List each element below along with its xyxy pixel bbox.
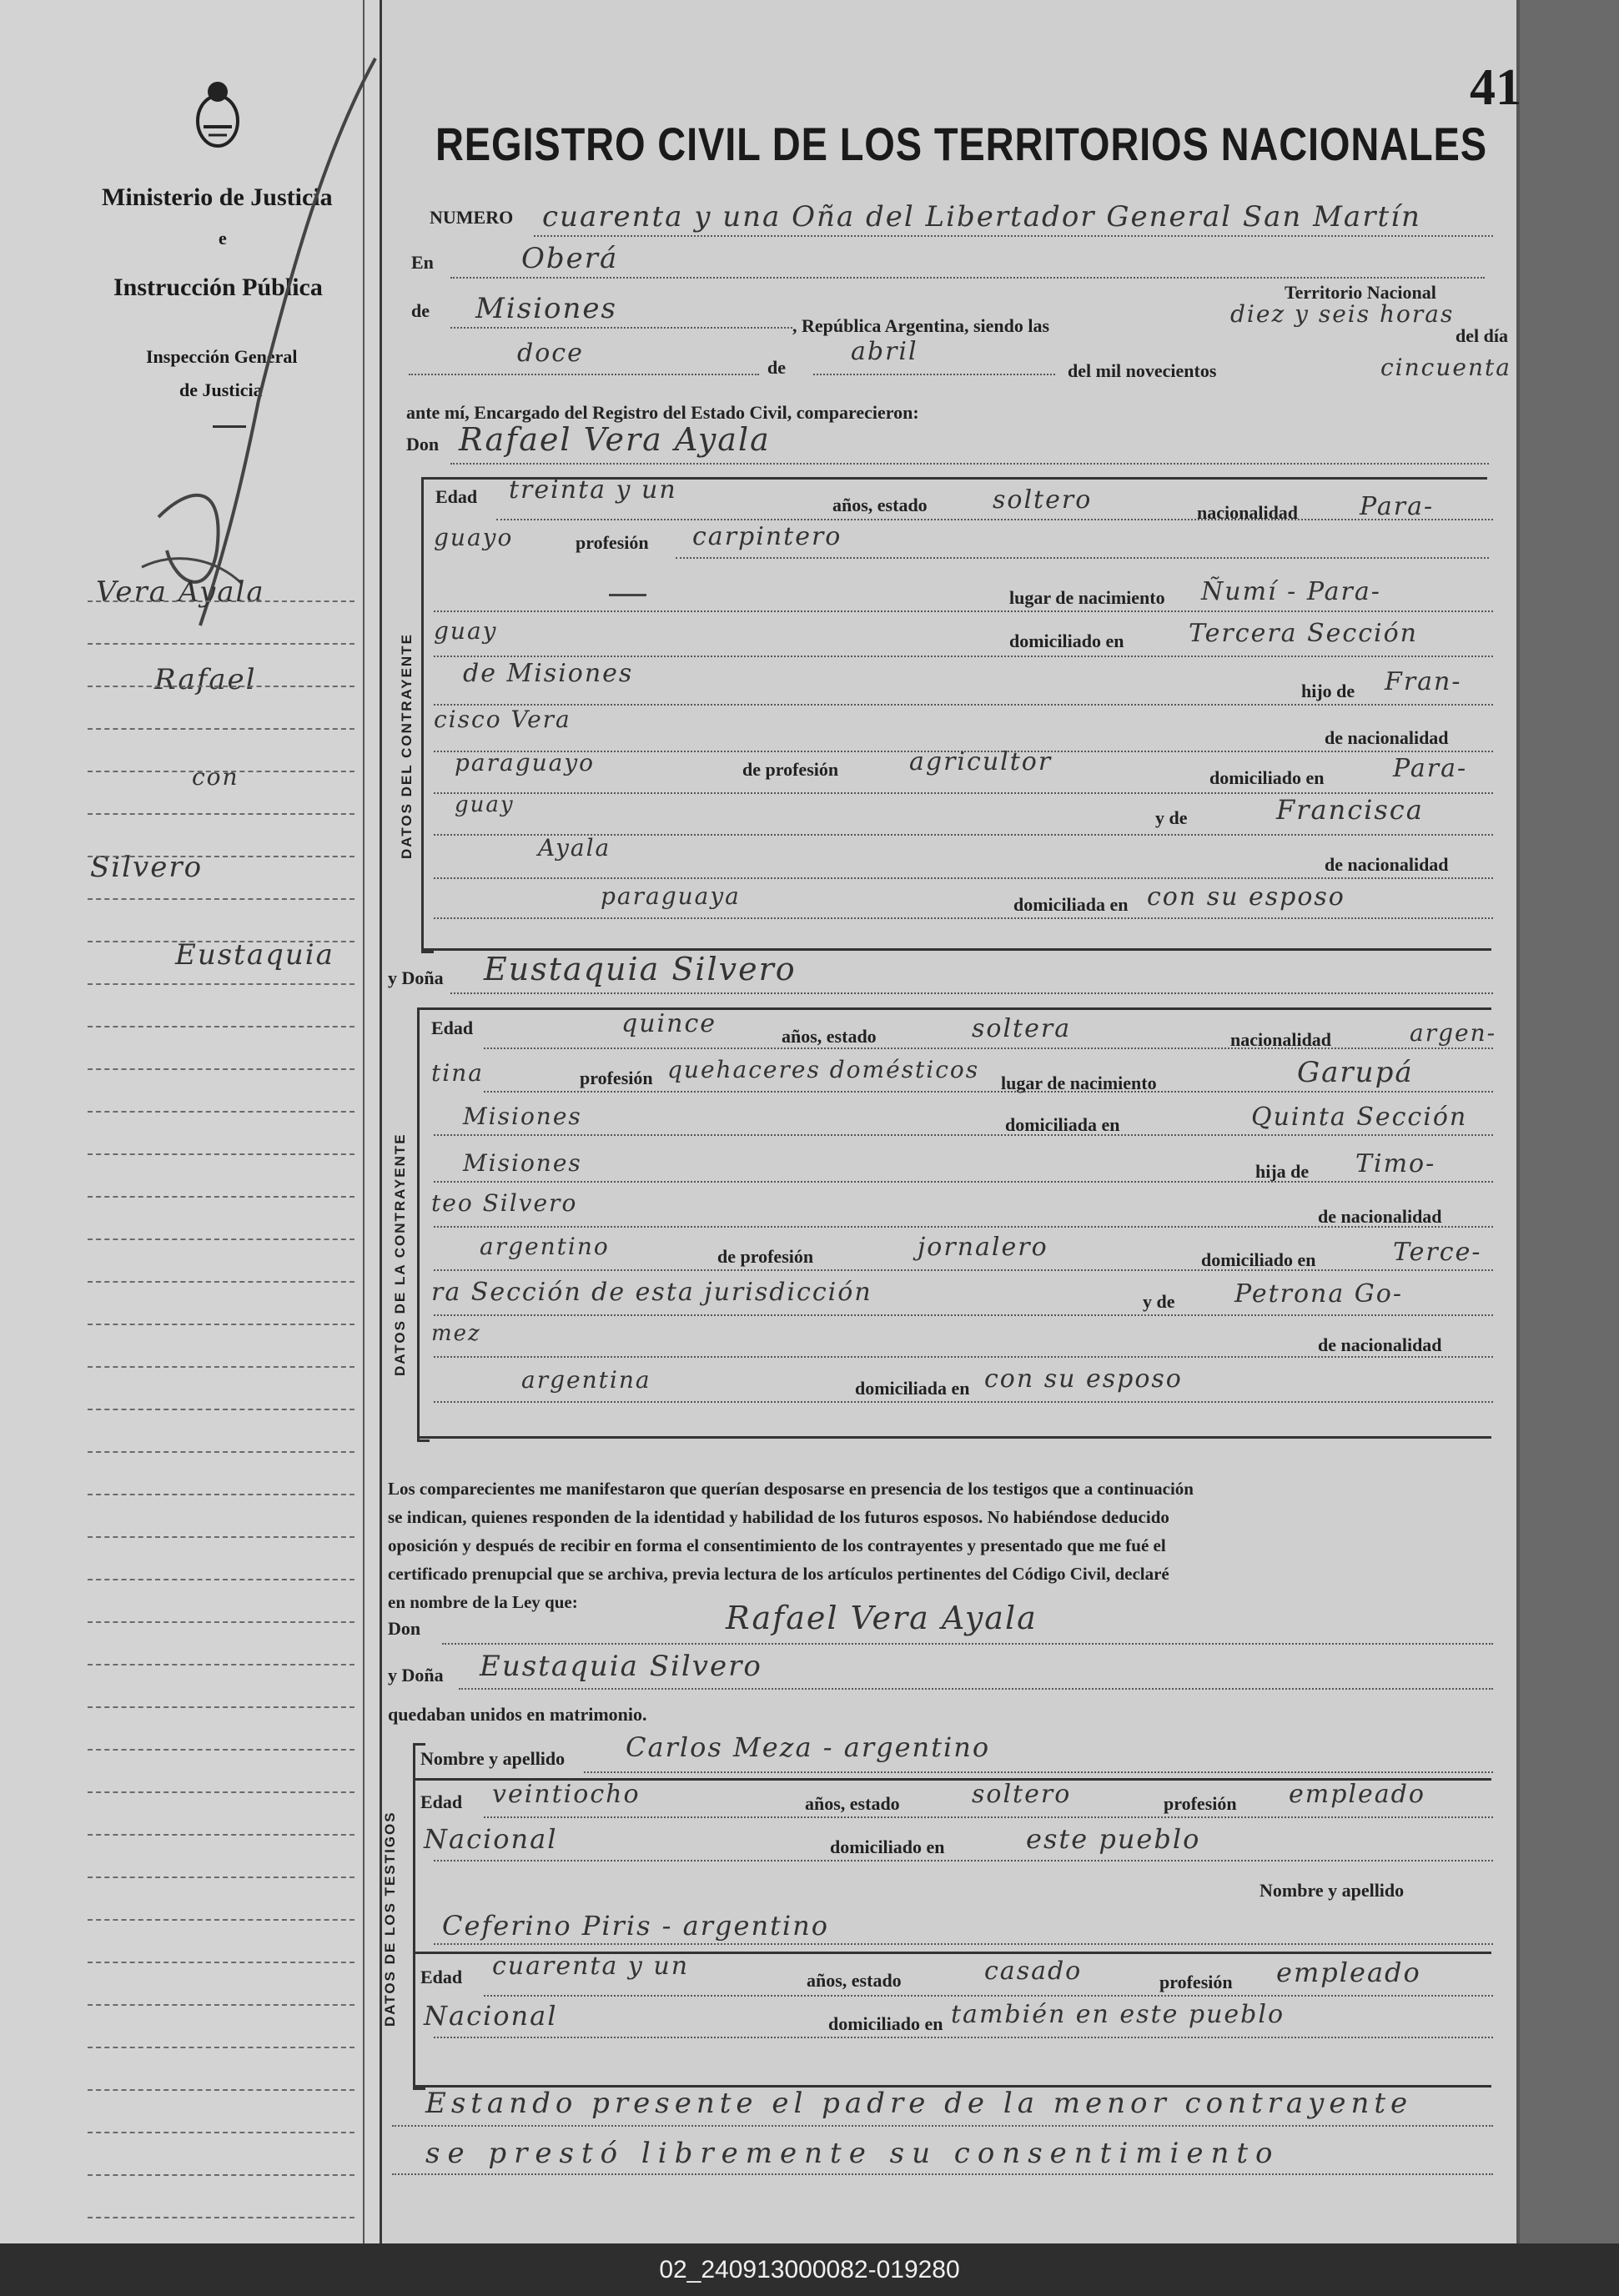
contrayente-side-label: DATOS DEL CONTRAYENTE	[399, 633, 415, 859]
f-padre-dom-value: Terce-	[1393, 1238, 1482, 1267]
c-de-profesion-label: de profesión	[742, 759, 839, 780]
c-padre-dom-value2: guay	[455, 792, 515, 817]
ministry-line1: Ministerio de Justicia	[102, 183, 333, 211]
c-row9-line	[434, 877, 1493, 879]
f-padre-value: Timo-	[1355, 1149, 1436, 1178]
en-value: Oberá	[521, 242, 619, 275]
margin-rule-line	[88, 941, 354, 942]
ministry-e: e	[219, 228, 227, 249]
margin-rule-line	[88, 1919, 354, 1921]
c-madre-nac-value: paraguaya	[601, 882, 741, 910]
f-edad-value: quince	[621, 1009, 716, 1038]
f-nacionalidad-label: nacionalidad	[1230, 1029, 1332, 1050]
t2-row1-line	[484, 1995, 1493, 1997]
t1-domiciliado-label: domiciliado en	[830, 1836, 945, 1857]
dia-line	[409, 374, 759, 375]
ante-label: ante mí, Encargado del Registro del Estado Civil, comparecieron:	[406, 402, 919, 423]
y-dona-line	[450, 992, 1493, 994]
margin-rule-line	[88, 983, 354, 985]
margin-rule-line	[88, 600, 354, 602]
margin-rule-line	[88, 771, 354, 772]
f-anios-label: años, estado	[782, 1026, 877, 1047]
margin-note-con: con	[192, 763, 239, 791]
t2-nombre-label: Nombre y apellido	[1260, 1880, 1405, 1901]
margin-rule-line	[88, 1834, 354, 1836]
f-row4-line	[434, 1181, 1493, 1183]
f-de-profesion-label: de profesión	[717, 1246, 814, 1267]
t2-profesion-label: profesión	[1159, 1972, 1233, 1992]
f-de-nacionalidad2-label: de nacionalidad	[1318, 1334, 1442, 1355]
c-padre-prof-value: agricultor	[909, 747, 1053, 776]
de-line	[450, 327, 792, 329]
c-domiciliado-label: domiciliado en	[1009, 631, 1124, 651]
t2-edad-value: cuarenta y un	[492, 1952, 690, 1981]
f-hija-label: hija de	[1255, 1161, 1310, 1182]
c-madre-dom-value: con su esposo	[1147, 882, 1345, 912]
f-domiciliada2-label: domiciliada en	[855, 1378, 970, 1399]
f-row9-line	[434, 1401, 1493, 1403]
t2-nombre-line	[434, 1943, 1493, 1945]
c-edad-value: treinta y un	[509, 475, 677, 505]
c-row5-line	[434, 704, 1493, 706]
f-domiciliado-en-label: domiciliado en	[1201, 1249, 1316, 1270]
nota-line2: se prestó libremente su consentimiento	[425, 2137, 1280, 2170]
margin-rule-line	[88, 1111, 354, 1113]
c-row3-line	[434, 610, 1493, 612]
margin-rule-line	[88, 1196, 354, 1198]
c-profesion-label: profesión	[576, 532, 649, 553]
f-lugar-label: lugar de nacimiento	[1001, 1073, 1157, 1093]
f-domiciliada-label: domiciliada en	[1005, 1114, 1120, 1135]
c-edad-label: Edad	[435, 486, 478, 507]
margin-rule-line	[88, 1238, 354, 1240]
f-de-nacionalidad-label: de nacionalidad	[1318, 1206, 1442, 1227]
inspeccion-line2: de Justicia	[179, 379, 263, 400]
margin-rule-line	[88, 1324, 354, 1325]
f-madre-nac-value: argentina	[521, 1366, 651, 1394]
margin-rule-line	[88, 1579, 354, 1580]
decl-don-label: Don	[388, 1618, 421, 1639]
c-y-de-label: y de	[1155, 807, 1188, 828]
de-value: Misiones	[475, 292, 617, 325]
don-label: Don	[406, 434, 440, 455]
decl-quedaban: quedaban unidos en matrimonio.	[388, 1704, 647, 1725]
c-estado-value: soltero	[993, 485, 1093, 515]
margin-rule-line	[88, 2089, 354, 2091]
dia-value: doce	[517, 339, 584, 368]
t2-estado-value: casado	[984, 1957, 1083, 1986]
f-padre-nac-value: argentino	[480, 1233, 610, 1260]
c-row1-line	[496, 519, 1493, 520]
declaracion-line5: en nombre de la Ley que:	[388, 1592, 578, 1612]
f-lugar-value2: Misiones	[463, 1103, 582, 1130]
c-de-nacionalidad-label: de nacionalidad	[1325, 727, 1449, 748]
contrayenta-bracket	[417, 1007, 430, 1442]
f-row7-line	[434, 1314, 1493, 1316]
t1-nombre-value: Carlos Meza - argentino	[626, 1731, 991, 1763]
declaracion-line4: certificado prenupcial que se archiva, previa lectura de los artículos pertinentes del Código Civil, declaré	[388, 1564, 1169, 1584]
decl-dona-value: Eustaquia Silvero	[480, 1650, 762, 1683]
margin-rule-line	[88, 1962, 354, 1963]
margin-rule-line	[88, 1706, 354, 1708]
en-line	[450, 277, 1485, 279]
f-madre-value2: mez	[431, 1321, 481, 1346]
margin-rule-line	[88, 1153, 354, 1155]
f-profesion-value: quehaceres domésticos	[667, 1056, 980, 1083]
f-lugar-value: Garupá	[1297, 1056, 1414, 1089]
f-edad-label: Edad	[431, 1017, 474, 1038]
f-row3-line	[434, 1134, 1493, 1136]
don-line	[450, 463, 1489, 465]
nota-line1: Estando presente el padre de la menor contrayente	[425, 2087, 1413, 2120]
don-value: Rafael Vera Ayala	[459, 421, 771, 458]
declaracion-line2: se indican, quienes responden de la identidad y habilidad de los futuros esposos. No habiéndose deducido	[388, 1507, 1169, 1527]
c-padre-value: Fran-	[1385, 667, 1462, 696]
contrayente-bracket	[421, 477, 434, 953]
y-dona-label: y Doña	[388, 967, 444, 988]
page-number: 41	[1470, 59, 1521, 116]
ministry-line2: Instrucción Pública	[113, 274, 323, 301]
anio-label: del mil novecientos	[1068, 360, 1217, 381]
declaracion-line3: oposición y después de recibir en forma el consentimiento de los contrayentes y presentado que me fué el	[388, 1535, 1166, 1555]
f-profesion-label: profesión	[580, 1068, 653, 1088]
c-dash	[609, 594, 646, 596]
c-lugar-value: Ñumí - Para-	[1201, 577, 1381, 606]
c-profesion-value: carpintero	[692, 522, 842, 551]
margin-rule-line	[88, 1749, 354, 1751]
c-domiciliado-en-label: domiciliado en	[1209, 767, 1325, 788]
c-padre-dom-value: Para-	[1393, 754, 1468, 783]
c-row2-line	[676, 557, 1489, 559]
territorio-label: Territorio Nacional	[1285, 282, 1436, 303]
nota-line2-rule	[392, 2173, 1493, 2175]
decl-dona-line	[459, 1688, 1493, 1690]
f-madre-value: Petrona Go-	[1234, 1279, 1403, 1309]
f-estado-value: soltera	[972, 1014, 1072, 1043]
inspeccion-line1: Inspección General	[146, 346, 298, 367]
margin-rule-line	[88, 1536, 354, 1538]
margin-rule-line	[88, 2004, 354, 2006]
margin-note-vera-ayala: Vera Ayala	[96, 575, 265, 609]
left-margin	[0, 0, 382, 2243]
mes-value: abril	[851, 337, 918, 366]
c-row4-line	[434, 656, 1493, 657]
numero-line	[534, 235, 1493, 237]
margin-rule-line	[88, 856, 354, 857]
c-nacionalidad-value: Para-	[1360, 492, 1435, 521]
decl-don-value: Rafael Vera Ayala	[726, 1600, 1038, 1636]
decl-don-line	[442, 1643, 1493, 1645]
margin-rule-line	[88, 1876, 354, 1878]
t1-profesion-label: profesión	[1164, 1793, 1237, 1814]
f-row5-line	[434, 1226, 1493, 1228]
t1-profesion-value: empleado	[1289, 1780, 1425, 1809]
margin-rule-line	[88, 2047, 354, 2048]
c-lugar-value2: guay	[434, 617, 498, 645]
anio-value: cincuenta	[1380, 354, 1511, 381]
c-de-nacionalidad2-label: de nacionalidad	[1325, 854, 1449, 875]
numero-value: cuarenta y una Oña del Libertador General San Martín	[542, 200, 1421, 234]
f-padre-value2: teo Silvero	[431, 1189, 578, 1217]
margin-rule-line	[88, 728, 354, 730]
c-anios-label: años, estado	[832, 495, 928, 515]
margin-rule-line	[88, 2132, 354, 2133]
f-y-de-label: y de	[1143, 1291, 1175, 1312]
margin-signature	[125, 50, 392, 634]
t1-anios-label: años, estado	[805, 1793, 900, 1814]
t2-domiciliado-label: domiciliado en	[828, 2013, 943, 2034]
t2-nombre-value: Ceferino Piris - argentino	[442, 1910, 830, 1942]
t1-nombre-label: Nombre y apellido	[420, 1748, 566, 1769]
margin-rule-line	[88, 1791, 354, 1793]
republica-label: , República Argentina, siendo las	[792, 315, 1050, 336]
f-nacionalidad-value: argen-	[1410, 1019, 1497, 1047]
c-nacionalidad-label: nacionalidad	[1197, 502, 1299, 523]
de-label: de	[411, 300, 430, 321]
decl-dona-label: y Doña	[388, 1665, 444, 1686]
f-domicilio-value2: Misiones	[463, 1149, 582, 1177]
f-row2-line	[484, 1091, 1493, 1093]
t1-edad-label: Edad	[420, 1791, 463, 1812]
hora-value: diez y seis horas	[1230, 300, 1455, 328]
contrayenta-side-label: DATOS DE LA CONTRAYENTE	[392, 1133, 408, 1376]
margin-rule-line	[88, 1494, 354, 1495]
margin-rule-line	[88, 1451, 354, 1453]
t2-anios-label: años, estado	[807, 1970, 902, 1991]
f-row1-line	[484, 1048, 1493, 1049]
t1-row1-line	[484, 1816, 1493, 1818]
de2-label: de	[767, 357, 786, 378]
f-nacionalidad-value2: tina	[431, 1059, 484, 1087]
f-row6-line	[434, 1269, 1493, 1271]
margin-note-silvero: Silvero	[90, 851, 204, 884]
mes-line	[813, 374, 1055, 375]
testigos-side-label: DATOS DE LOS TESTIGOS	[382, 1811, 398, 2027]
margin-rule-line	[88, 2217, 354, 2218]
margin-rule-line	[88, 643, 354, 645]
c-madre-value: Francisca	[1276, 794, 1424, 826]
margin-rule-line	[88, 1409, 354, 1410]
f-padre-dom-value2: ra Sección de esta jurisdicción	[431, 1278, 872, 1307]
del-dia-label: del día	[1456, 325, 1508, 346]
t1-domicilio-value: este pueblo	[1026, 1823, 1201, 1855]
margin-note-eustaquia: Eustaquia	[175, 938, 334, 972]
t1-edad-value: veintiocho	[492, 1780, 641, 1809]
en-label: En	[411, 252, 434, 273]
contrayenta-top-rule	[421, 1007, 1491, 1010]
margin-rule-line	[88, 686, 354, 687]
nota-line1-rule	[392, 2125, 1493, 2127]
margin-rule-line	[88, 1281, 354, 1283]
c-hijo-label: hijo de	[1301, 681, 1355, 701]
margin-rule-line	[88, 1068, 354, 1070]
y-dona-value: Eustaquia Silvero	[484, 951, 797, 987]
margin-rule-line	[88, 1026, 354, 1027]
t1-estado-value: soltero	[972, 1780, 1072, 1809]
t2-row2-line	[434, 2037, 1493, 2038]
numero-label: NUMERO	[430, 207, 514, 228]
c-lugar-label: lugar de nacimiento	[1009, 587, 1165, 608]
t2-domicilio-value: también en este pueblo	[951, 2000, 1285, 2029]
t2-edad-label: Edad	[420, 1967, 463, 1987]
declaracion-line1: Los comparecientes me manifestaron que querían desposarse en presencia de los testigos que a continuación	[388, 1479, 1194, 1499]
c-row10-line	[434, 917, 1493, 919]
c-domicilio-value2: de Misiones	[463, 659, 634, 688]
t2-profesion-value2: Nacional	[424, 2000, 558, 2032]
margin-note-rafael: Rafael	[154, 663, 257, 696]
c-domiciliada-label: domiciliada en	[1013, 894, 1129, 915]
contrayenta-bottom-rule	[417, 1436, 1491, 1439]
c-domicilio-value: Tercera Sección	[1189, 619, 1418, 648]
t1-nombre-line	[584, 1771, 1493, 1773]
t1-profesion-value2: Nacional	[424, 1823, 558, 1855]
c-nacionalidad-value2: guayo	[434, 524, 514, 551]
page-shadow	[1520, 0, 1619, 2243]
c-padre-nac-value: paraguayo	[455, 749, 596, 776]
margin-rule-line	[88, 1366, 354, 1368]
margin-rule-line	[88, 2174, 354, 2176]
margin-rule-line	[88, 1664, 354, 1665]
margin-rule-line	[88, 813, 354, 815]
f-domicilio-value: Quinta Sección	[1251, 1103, 1468, 1132]
margin-rule-line	[88, 898, 354, 900]
c-madre-value2: Ayala	[538, 834, 611, 862]
t2-profesion-value: empleado	[1276, 1957, 1421, 1988]
f-row8-line	[434, 1356, 1493, 1358]
file-id-footer: 02_240913000082-019280	[0, 2243, 1619, 2296]
f-madre-dom-value: con su esposo	[984, 1364, 1183, 1394]
document-title: REGISTRO CIVIL DE LOS TERRITORIOS NACIONALES	[435, 118, 1487, 170]
c-padre-value2: cisco Vera	[434, 706, 571, 733]
margin-rule-line	[88, 1621, 354, 1623]
f-padre-prof-value: jornalero	[918, 1233, 1048, 1262]
t1-row2-line	[434, 1860, 1493, 1861]
